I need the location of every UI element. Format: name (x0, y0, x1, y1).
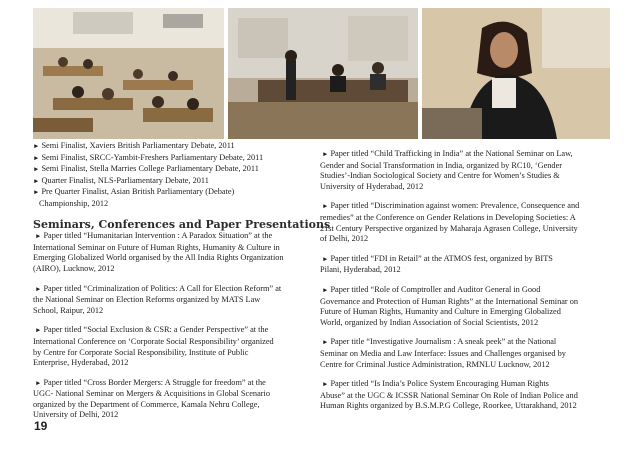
paper-entry: ► Paper titled “Cross Border Mergers: A Struggle for freedom” at the UGC- National Seminar on Mergers & Acquisitions in Global Scenario organized by the Department of Commerce, Kamala Nehru College, University of Delhi, 2012 (33, 377, 270, 420)
paper-entry: ► Paper titled “Role of Comptroller and Auditor General in Good Governance and Protection of Human Rights” at the International Seminar on Future of Human Rights, Humanity and Culture in Emerging Globalized World, organized by Indian Association of Social Scientists, 2012 (320, 284, 579, 327)
paper-entry: ► Paper title “Investigative Journalism : A sneak peek” at the National Seminar on Media and Law Interface: Issues and Challenges organised by Centre for Criminal Justice Administration, RMNLU Lucknow, 2012 (320, 337, 566, 369)
speaker-at-podium-photo (422, 8, 610, 139)
paper-entry: ► Paper titled “FDI in Retail” at the ATMOS fest, organized by BITS Pilani, Hyderabad, 2012 (320, 253, 553, 275)
paper-entry: ► Paper titled “Humanitarian Intervention : A Paradox Situation” at the International Seminar on Future of Human Rights, Humanity & Culture in Emerging Globalized World organised by the All India Rights Organization (AIRO), Lucknow, 2012 (33, 231, 284, 273)
paper-entry: ► Paper titled “Is India’s Police System Encouraging Human Rights Abuse” at the UGC & ICSSR National Seminar On Role of Indian Police and Human Rights organized by B.S.M.P.G College, Roorkee, Uttarakhand, 2012 (320, 379, 578, 411)
bullet-triangle-icon: ► (33, 189, 40, 197)
bullet-triangle-icon: ► (322, 203, 329, 211)
bullet-triangle-icon: ► (35, 379, 42, 387)
bullet-triangle-icon: ► (322, 381, 329, 389)
list-item: ► Pre Quarter Finalist, Asian British Parliamentary (Debate) (33, 187, 235, 197)
debate-achievements-list (33, 141, 305, 210)
bullet-triangle-icon: ► (322, 151, 329, 158)
paper-entry: ► Paper titled “Discrimination against women: Prevalence, Consequence and remedies” at the Conference on Gender Relations in Developing Societies: A 21st Century Perspective organized by Maharaja Agrasen College, University of Delhi, 2012 (320, 201, 580, 244)
paper-entry: ► Paper titled “Social Exclusion & CSR: a Gender Perspective” at the International Conference on ‘Corporate Social Responsibility’ organized by Centre for Corporate Social Responsibility, Institute of Public Enterprise, Hyderabad, 2012 (33, 325, 274, 368)
classroom-debate-photo (33, 8, 224, 139)
bullet-triangle-icon: ► (35, 327, 42, 335)
bullet-triangle-icon: ► (322, 339, 329, 347)
paper-entry: ► Paper titled “Child Trafficking in India” at the National Seminar on Law, Gender and Social Transformation in India, organized by RC10, ‘Gender Studies’-Indian Sociological Society and Centre for Women’s Studies & University of Hyderabad, 2012 (320, 149, 573, 191)
bullet-triangle-icon: ► (33, 166, 40, 174)
bullet-triangle-icon: ► (322, 286, 329, 294)
photo-strip (33, 8, 610, 139)
bullet-triangle-icon: ► (33, 154, 40, 162)
bullet-triangle-icon: ► (322, 255, 329, 263)
left-column (33, 141, 331, 430)
bullet-triangle-icon: ► (33, 143, 40, 150)
bullet-triangle-icon: ► (33, 177, 40, 185)
bullet-triangle-icon: ► (35, 233, 42, 241)
conference-panel-photo (228, 8, 418, 139)
paper-entry: ► Paper titled “Criminalization of Politics: A Call for Election Reform” at the National Seminar on Election Reforms organized by MATS Law School, Raipur, 2012 (33, 283, 282, 315)
section-heading: Seminars, Conferences and Paper Presentations (33, 217, 331, 231)
bullet-triangle-icon: ► (35, 285, 42, 293)
right-column (320, 149, 610, 421)
list-item: ► Semi Finalist, Xaviers British Parliamentary Debate, 2011 (33, 141, 235, 150)
list-item-continuation: Championship, 2012 (39, 198, 109, 208)
list-item: ► Quarter Finalist, NLS-Parliamentary Debate, 2011 (33, 175, 209, 185)
list-item: ► Semi Finalist, SRCC-Yambit-Freshers Parliamentary Debate, 2011 (33, 152, 264, 162)
page-number: 19 (34, 419, 48, 433)
list-item: ► Semi Finalist, Stella Marries College Parliamentary Debate, 2011 (33, 164, 259, 174)
